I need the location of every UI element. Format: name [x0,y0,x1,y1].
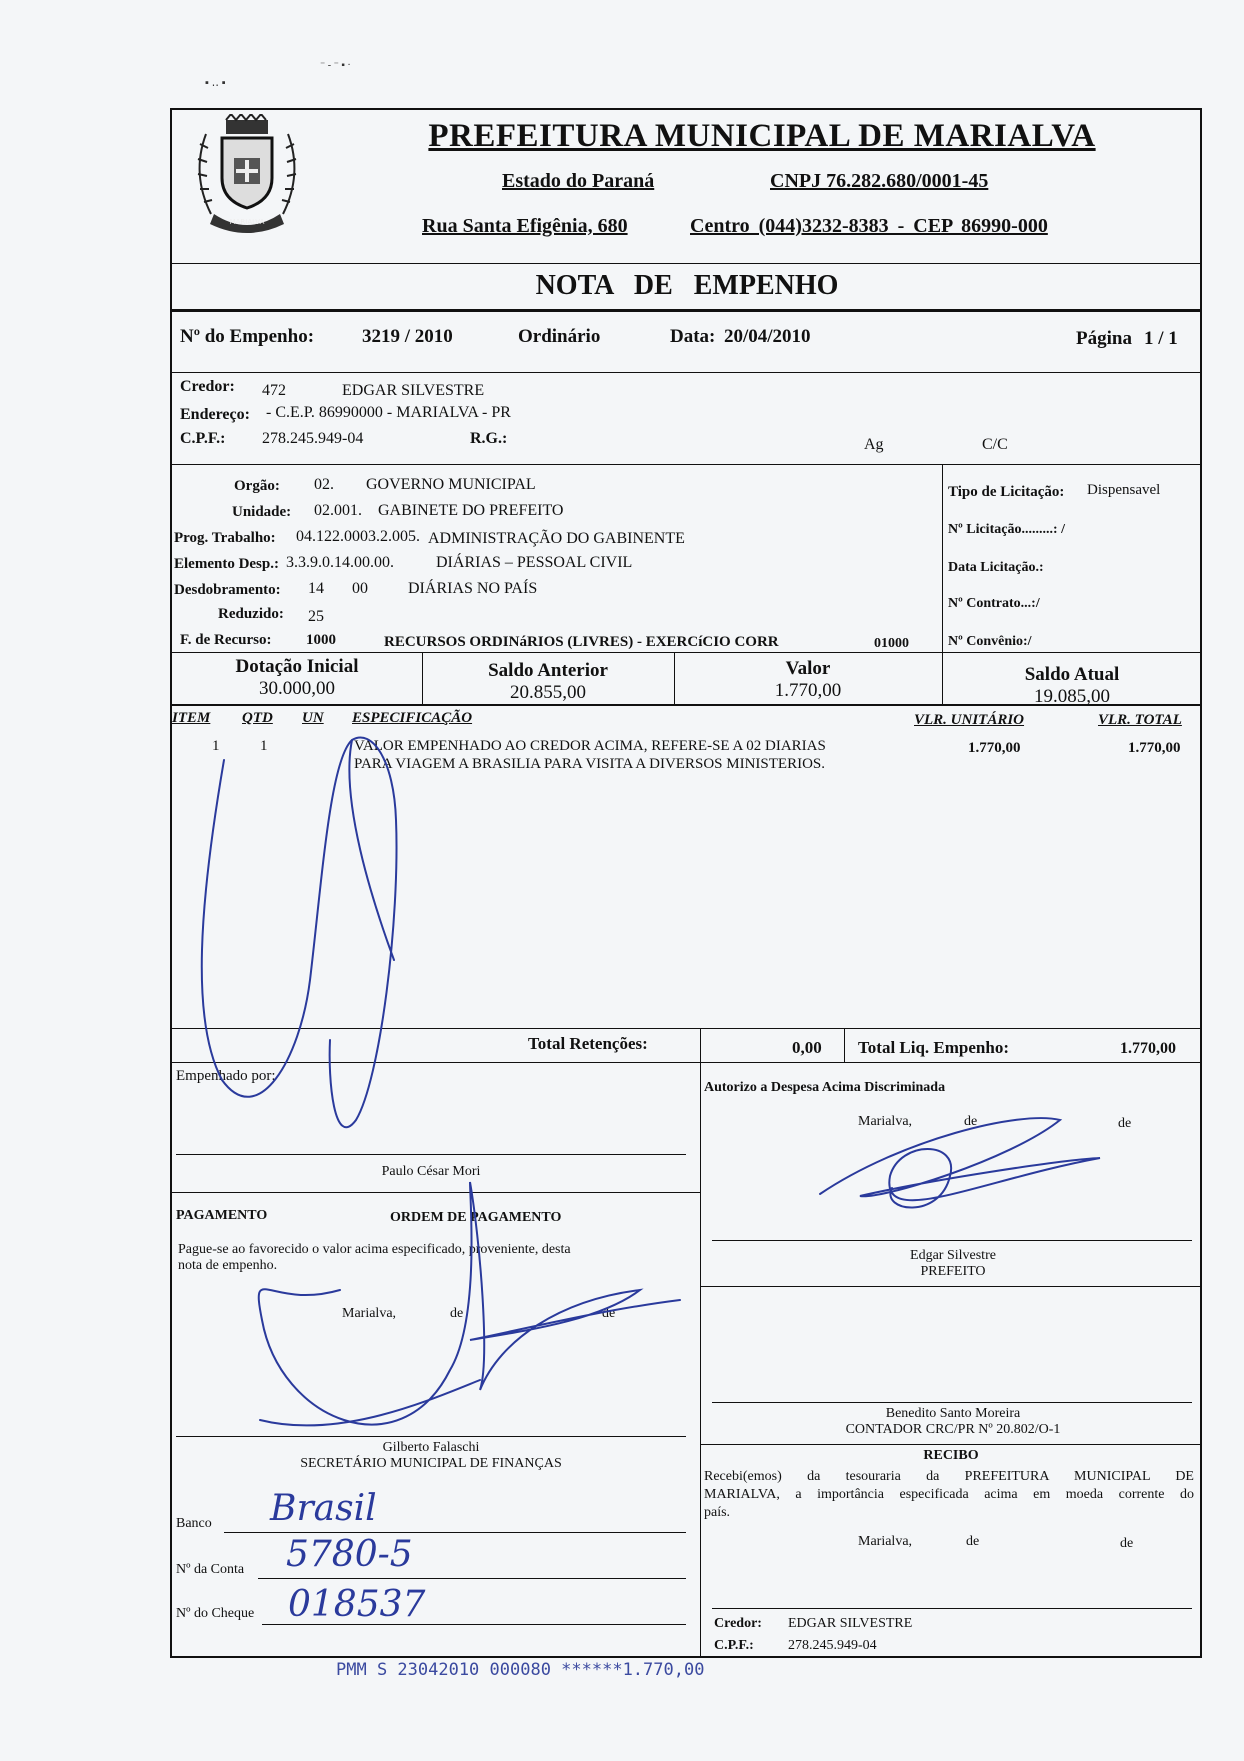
desdobramento-value: DIÁRIAS NO PAÍS [408,580,538,597]
tipo-licitacao-label: Tipo de Licitação: [948,484,1065,500]
reduzido-label: Reduzido: [218,606,284,622]
unidade-value: GABINETE DO PREFEITO [378,502,564,519]
prog-label: Prog. Trabalho: [174,530,276,546]
secretario-nome: Gilberto Falaschi [382,1440,480,1455]
secretario-signature [259,1182,680,1425]
orgao-value: GOVERNO MUNICIPAL [366,476,536,493]
prog-value: ADMINISTRAÇÃO DO GABINENTE [428,530,685,547]
reduzido-value: 25 [308,608,324,625]
pagina-value: 1 / 1 [1144,328,1178,349]
unidade-label: Unidade: [232,504,292,520]
recurso-value: RECURSOS ORDINáRIOS (LIVRES) - EXERCíCIO CORR [384,634,779,650]
prefeito-signature [820,1118,1100,1207]
empenho-type: Ordinário [518,326,601,347]
conta-label: Nº da Conta [176,1562,245,1577]
recibo-credor-label: Credor: [714,1616,762,1631]
signature-stroke [202,738,397,1128]
banco-label: Banco [176,1516,212,1531]
desdobramento-code: 14 [308,580,324,597]
empenho-date: 20/04/2010 [724,326,811,347]
recurso-label: F. de Recurso: [180,632,272,648]
contador-nome: Benedito Santo Moreira [885,1406,1021,1421]
empenho-number-label: Nº do Empenho: [180,326,315,347]
item-total-value: 1.770,00 [1128,740,1181,756]
saldo-label: Valor [785,658,831,679]
col-item: ITEM [172,710,211,726]
street-text: Rua Santa Efigênia, 680 [422,215,628,237]
credor-name: EDGAR SILVESTRE [342,382,485,399]
data-label: Data: [670,326,716,347]
payment-stamp: PMM S 23042010 000080 ******1.770,00 [336,1660,705,1680]
col-vlr-unitario: VLR. UNITÁRIO [914,712,1025,728]
retencoes-value: 0,00 [792,1038,822,1057]
signature-stroke [349,740,394,960]
saldo-label: Saldo Atual [1024,664,1120,685]
item-desc-line2: PARA VIAGEM A BRASILIA PARA VISITA A DIVERSOS MINISTERIOS. [354,756,825,772]
autorizo-de1: de [964,1114,978,1129]
item-unit-value: 1.770,00 [968,740,1021,756]
cpf-label: C.P.F.: [180,430,226,447]
recibo-de2: de [1120,1536,1134,1551]
recurso-number: 01000 [874,636,909,651]
autorizo-label: Autorizo a Despesa Acima Discriminada [704,1080,946,1095]
unidade-code: 02.001. [314,502,362,519]
scan-specks: ▪ ‥ ▪ [205,77,226,89]
autorizo-de2: de [1118,1116,1132,1131]
liquido-value: 1.770,00 [1120,1040,1176,1057]
col-vlr-total: VLR. TOTAL [1098,712,1182,728]
secretario-cargo: SECRETÁRIO MUNICIPAL DE FINANÇAS [300,1456,562,1471]
pagina-label: Página [1076,328,1132,349]
cc-label: C/C [982,436,1008,453]
saldo-value: 20.855,00 [510,682,586,703]
empenhado-label: Empenhado por: [176,1068,276,1084]
prog-code: 04.122.0003.2.005. [296,528,420,545]
recibo-de1: de [966,1534,980,1549]
recibo-text-line2: MARIALVA, a importância especificada acima em moeda corrente do [704,1487,1194,1502]
cnpj-text: CNPJ 76.282.680/0001-45 [770,170,989,192]
pagamento-label: PAGAMENTO [176,1208,268,1223]
orgao-label: Orgão: [234,478,280,494]
recibo-text-line1: Recebi(emos) da tesouraria da PREFEITURA MUNICIPAL DE [704,1469,1194,1484]
recibo-text-line3: país. [704,1505,731,1520]
saldo-label: Dotação Inicial [235,656,359,677]
empenho-number: 3219 / 2010 [362,326,453,347]
item-qtd: 1 [260,738,268,754]
svg-text:MARIALVA: MARIALVA [229,218,265,226]
pagamento-text-line1: Pague-se ao favorecido o valor acima especificado, proveniente, desta [178,1242,571,1257]
doc-title: NOTA DE EMPENHO [535,270,839,301]
desdobramento-label: Desdobramento: [174,582,281,598]
ag-label: Ag [864,436,884,453]
address-text: Centro (044)3232-8383 - CEP 86990-000 [690,215,1048,237]
pagamento-local: Marialva, [342,1306,397,1321]
item-number: 1 [212,738,220,754]
empenhado-nome: Paulo César Mori [381,1164,481,1179]
endereco-label: Endereço: [180,406,250,423]
recibo-label: RECIBO [923,1448,979,1463]
prefeitura-title: PREFEITURA MUNICIPAL DE MARIALVA [428,118,1096,154]
licitacao-date: Data Licitação.: [948,560,1044,575]
elemento-label: Elemento Desp.: [174,556,279,572]
contrato-number: Nº Contrato...:/ [948,596,1040,611]
recurso-code: 1000 [306,632,336,648]
elemento-value: DIÁRIAS – PESSOAL CIVIL [436,554,633,571]
credor-label: Credor: [180,378,235,395]
recibo-credor-value: EDGAR SILVESTRE [788,1616,913,1631]
liquido-label: Total Liq. Empenho: [858,1038,1009,1057]
col-qtd: QTD [242,710,273,726]
item-desc-line1: VALOR EMPENHADO AO CREDOR ACIMA, REFERE-SE A 02 DIARIAS [354,738,826,754]
prefeito-cargo: PREFEITO [920,1264,986,1279]
cheque-handwritten: 018537 [288,1584,426,1625]
tipo-licitacao-value: Dispensavel [1087,482,1161,498]
licitacao-number: Nº Licitação.........: / [948,522,1065,537]
recibo-cpf-label: C.P.F.: [714,1638,754,1653]
scan-specks-2: ⁻ ‐ ⁻ ▪ · [320,60,351,71]
saldo-value: 19.085,00 [1034,686,1110,707]
col-especificacao: ESPECIFICAÇÃO [352,710,473,726]
contador-cargo: CONTADOR CRC/PR Nº 20.802/O-1 [845,1422,1061,1437]
elemento-code: 3.3.9.0.14.00.00. [286,554,394,571]
pagamento-de1: de [450,1306,464,1321]
ordem-pagamento-label: ORDEM DE PAGAMENTO [390,1210,562,1225]
estado-text: Estado do Paraná [502,170,655,192]
conta-handwritten: 5780-5 [286,1534,413,1575]
desdobramento-sub: 00 [352,580,368,597]
autorizo-local: Marialva, [858,1114,913,1129]
endereco-value: - C.E.P. 86990000 - MARIALVA - PR [266,404,511,421]
cheque-label: Nº do Cheque [176,1606,255,1621]
saldo-value: 1.770,00 [774,680,842,701]
col-un: UN [302,710,324,726]
banco-handwritten: Brasil [270,1488,377,1529]
rg-label: R.G.: [470,430,508,447]
recibo-cpf-value: 278.245.949-04 [788,1638,877,1653]
retencoes-label: Total Retenções: [528,1034,648,1053]
recibo-local: Marialva, [858,1534,913,1549]
saldo-label: Saldo Anterior [488,660,608,681]
prefeito-nome: Edgar Silvestre [910,1248,996,1263]
cpf-value: 278.245.949-04 [262,430,364,447]
saldo-value: 30.000,00 [259,678,335,699]
credor-code: 472 [262,382,286,399]
orgao-code: 02. [314,476,334,493]
pagamento-de2: de [602,1306,616,1321]
pagamento-text-line2: nota de empenho. [178,1258,278,1273]
convenio-number: Nº Convênio:/ [948,634,1032,649]
